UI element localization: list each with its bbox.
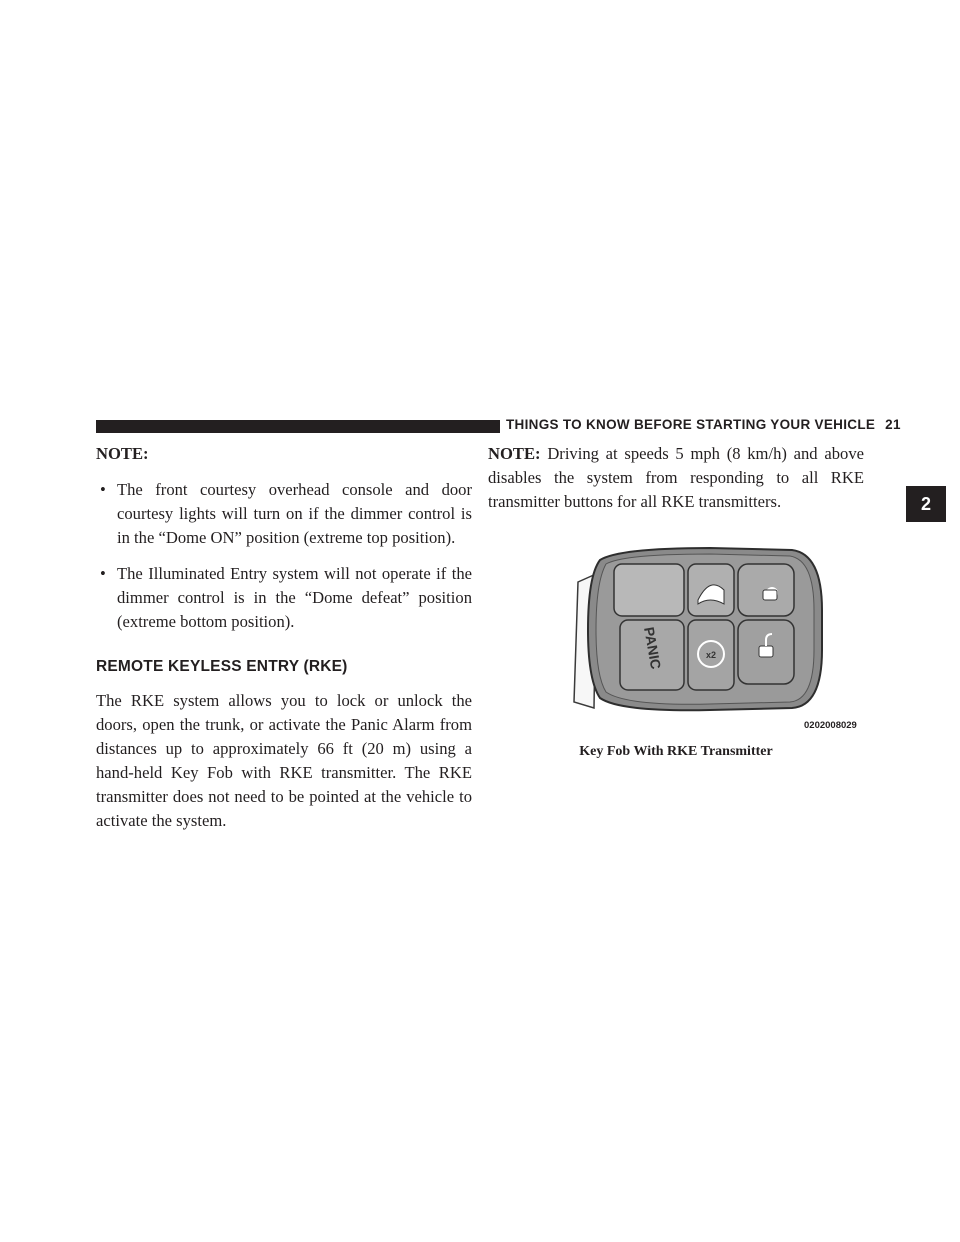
panic-label: PANIC xyxy=(641,625,665,671)
key-fob-illustration xyxy=(560,530,850,740)
figure-caption: Key Fob With RKE Transmitter xyxy=(579,744,773,759)
section-heading: REMOTE KEYLESS ENTRY (RKE) xyxy=(96,658,348,675)
header-rule xyxy=(96,420,500,433)
note-label: NOTE: xyxy=(488,444,541,463)
blank-button xyxy=(614,564,684,616)
right-column xyxy=(488,442,864,514)
chapter-tab: 2 xyxy=(906,486,946,522)
page-number: 21 xyxy=(885,417,901,432)
running-head xyxy=(506,417,901,432)
left-column xyxy=(96,442,472,833)
bullet-dot: • xyxy=(100,564,106,583)
bullet-text: The Illuminated Entry system will not operate if the dimmer control is in the “Dome defeat” position (extreme bottom position). xyxy=(117,564,472,631)
bullet-item xyxy=(96,562,472,634)
x2-label: x2 xyxy=(706,650,717,660)
note-text: Driving at speeds 5 mph (8 km/h) and above disables the system from responding to all RKE transmitter buttons for all RKE transmitters. xyxy=(488,444,864,511)
note-paragraph xyxy=(488,442,864,514)
body-paragraph: The RKE system allows you to lock or unlock the doors, open the trunk, or activate the Panic Alarm from distances up to approximately 66 ft (20 m) using a hand-held Key Fob with RKE transmitter. The RKE transmitter does not need to be pointed at the vehicle to activate the system. xyxy=(96,691,472,830)
bullet-text: The front courtesy overhead console and door courtesy lights will turn on if the dimmer control is in the “Dome ON” position (extreme top position). xyxy=(117,480,472,547)
bullet-dot: • xyxy=(100,480,106,499)
running-head-title: THINGS TO KNOW BEFORE STARTING YOUR VEHICLE xyxy=(506,417,876,432)
bullet-item xyxy=(96,478,472,550)
note-label: NOTE: xyxy=(96,444,149,463)
figure-code: 0202008029 xyxy=(804,720,857,731)
